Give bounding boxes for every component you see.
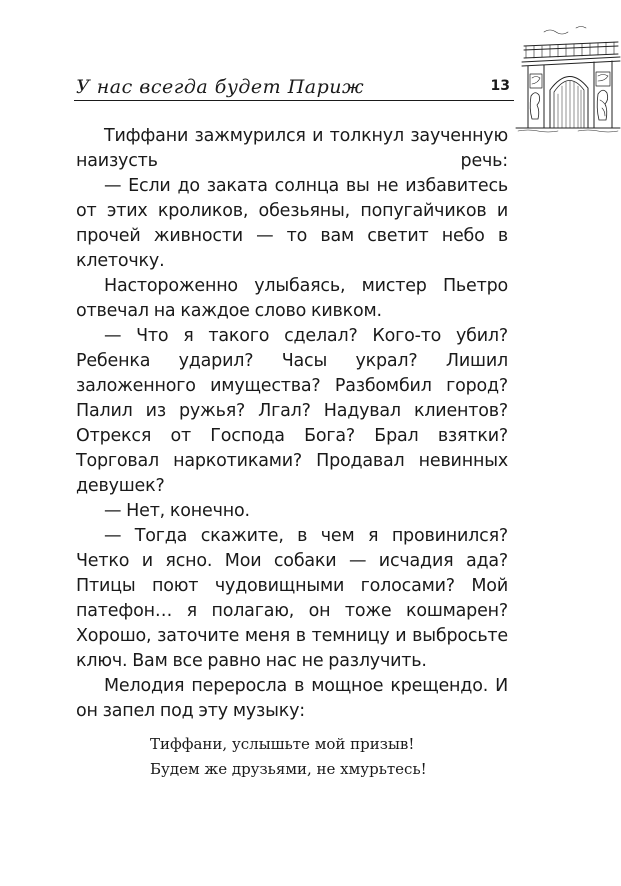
running-header [74, 70, 514, 104]
paragraph: — Тогда скажите, в чем я провинился? Четко и ясно. Мои собаки — исчадия ада? Птицы поют чудовищными голосами? Мой патефон… я полагаю, он тоже кошмарен? Хорошо, заточите меня в темницу и выбросьте ключ. Вам все равно нас не разлучить. [76, 526, 508, 671]
paragraph: — Если до заката солнца вы не избавитесь от этих кроликов, обезьяны, попугайчиков и прочей живности — то вам светит небо в клеточку. [76, 176, 508, 271]
paragraph: Настороженно улыбаясь, мистер Пьетро отвечал на каждое слово кивком. [76, 276, 508, 321]
verse-line: Будем же друзьями, не хмурьтесь! [150, 760, 427, 778]
page-number: 13 [490, 78, 510, 94]
paragraph: Тиффани зажмурился и толкнул заученную наизусть речь: [76, 126, 508, 171]
arc-de-triomphe-icon [514, 24, 621, 134]
verse-line: Тиффани, услышьте мой призыв! [150, 735, 415, 753]
paragraph: — Что я такого сделал? Кого-то убил? Ребенка ударил? Часы украл? Лишил заложенного имущества? Разбомбил город? Палил из ружья? Лгал? Надувал клиентов? Отрекся от Господа Бога? Брал взятки? Торговал наркотиками? Продавал невинных девушек? [76, 326, 508, 496]
body-text [76, 124, 508, 724]
song-verse [150, 732, 427, 782]
running-title: У нас всегда будет Париж [76, 76, 365, 98]
paragraph: — Нет, конечно. [104, 501, 250, 521]
paragraph: Мелодия переросла в мощное крещендо. И он запел под эту музыку: [76, 676, 508, 721]
header-rule [74, 100, 514, 101]
